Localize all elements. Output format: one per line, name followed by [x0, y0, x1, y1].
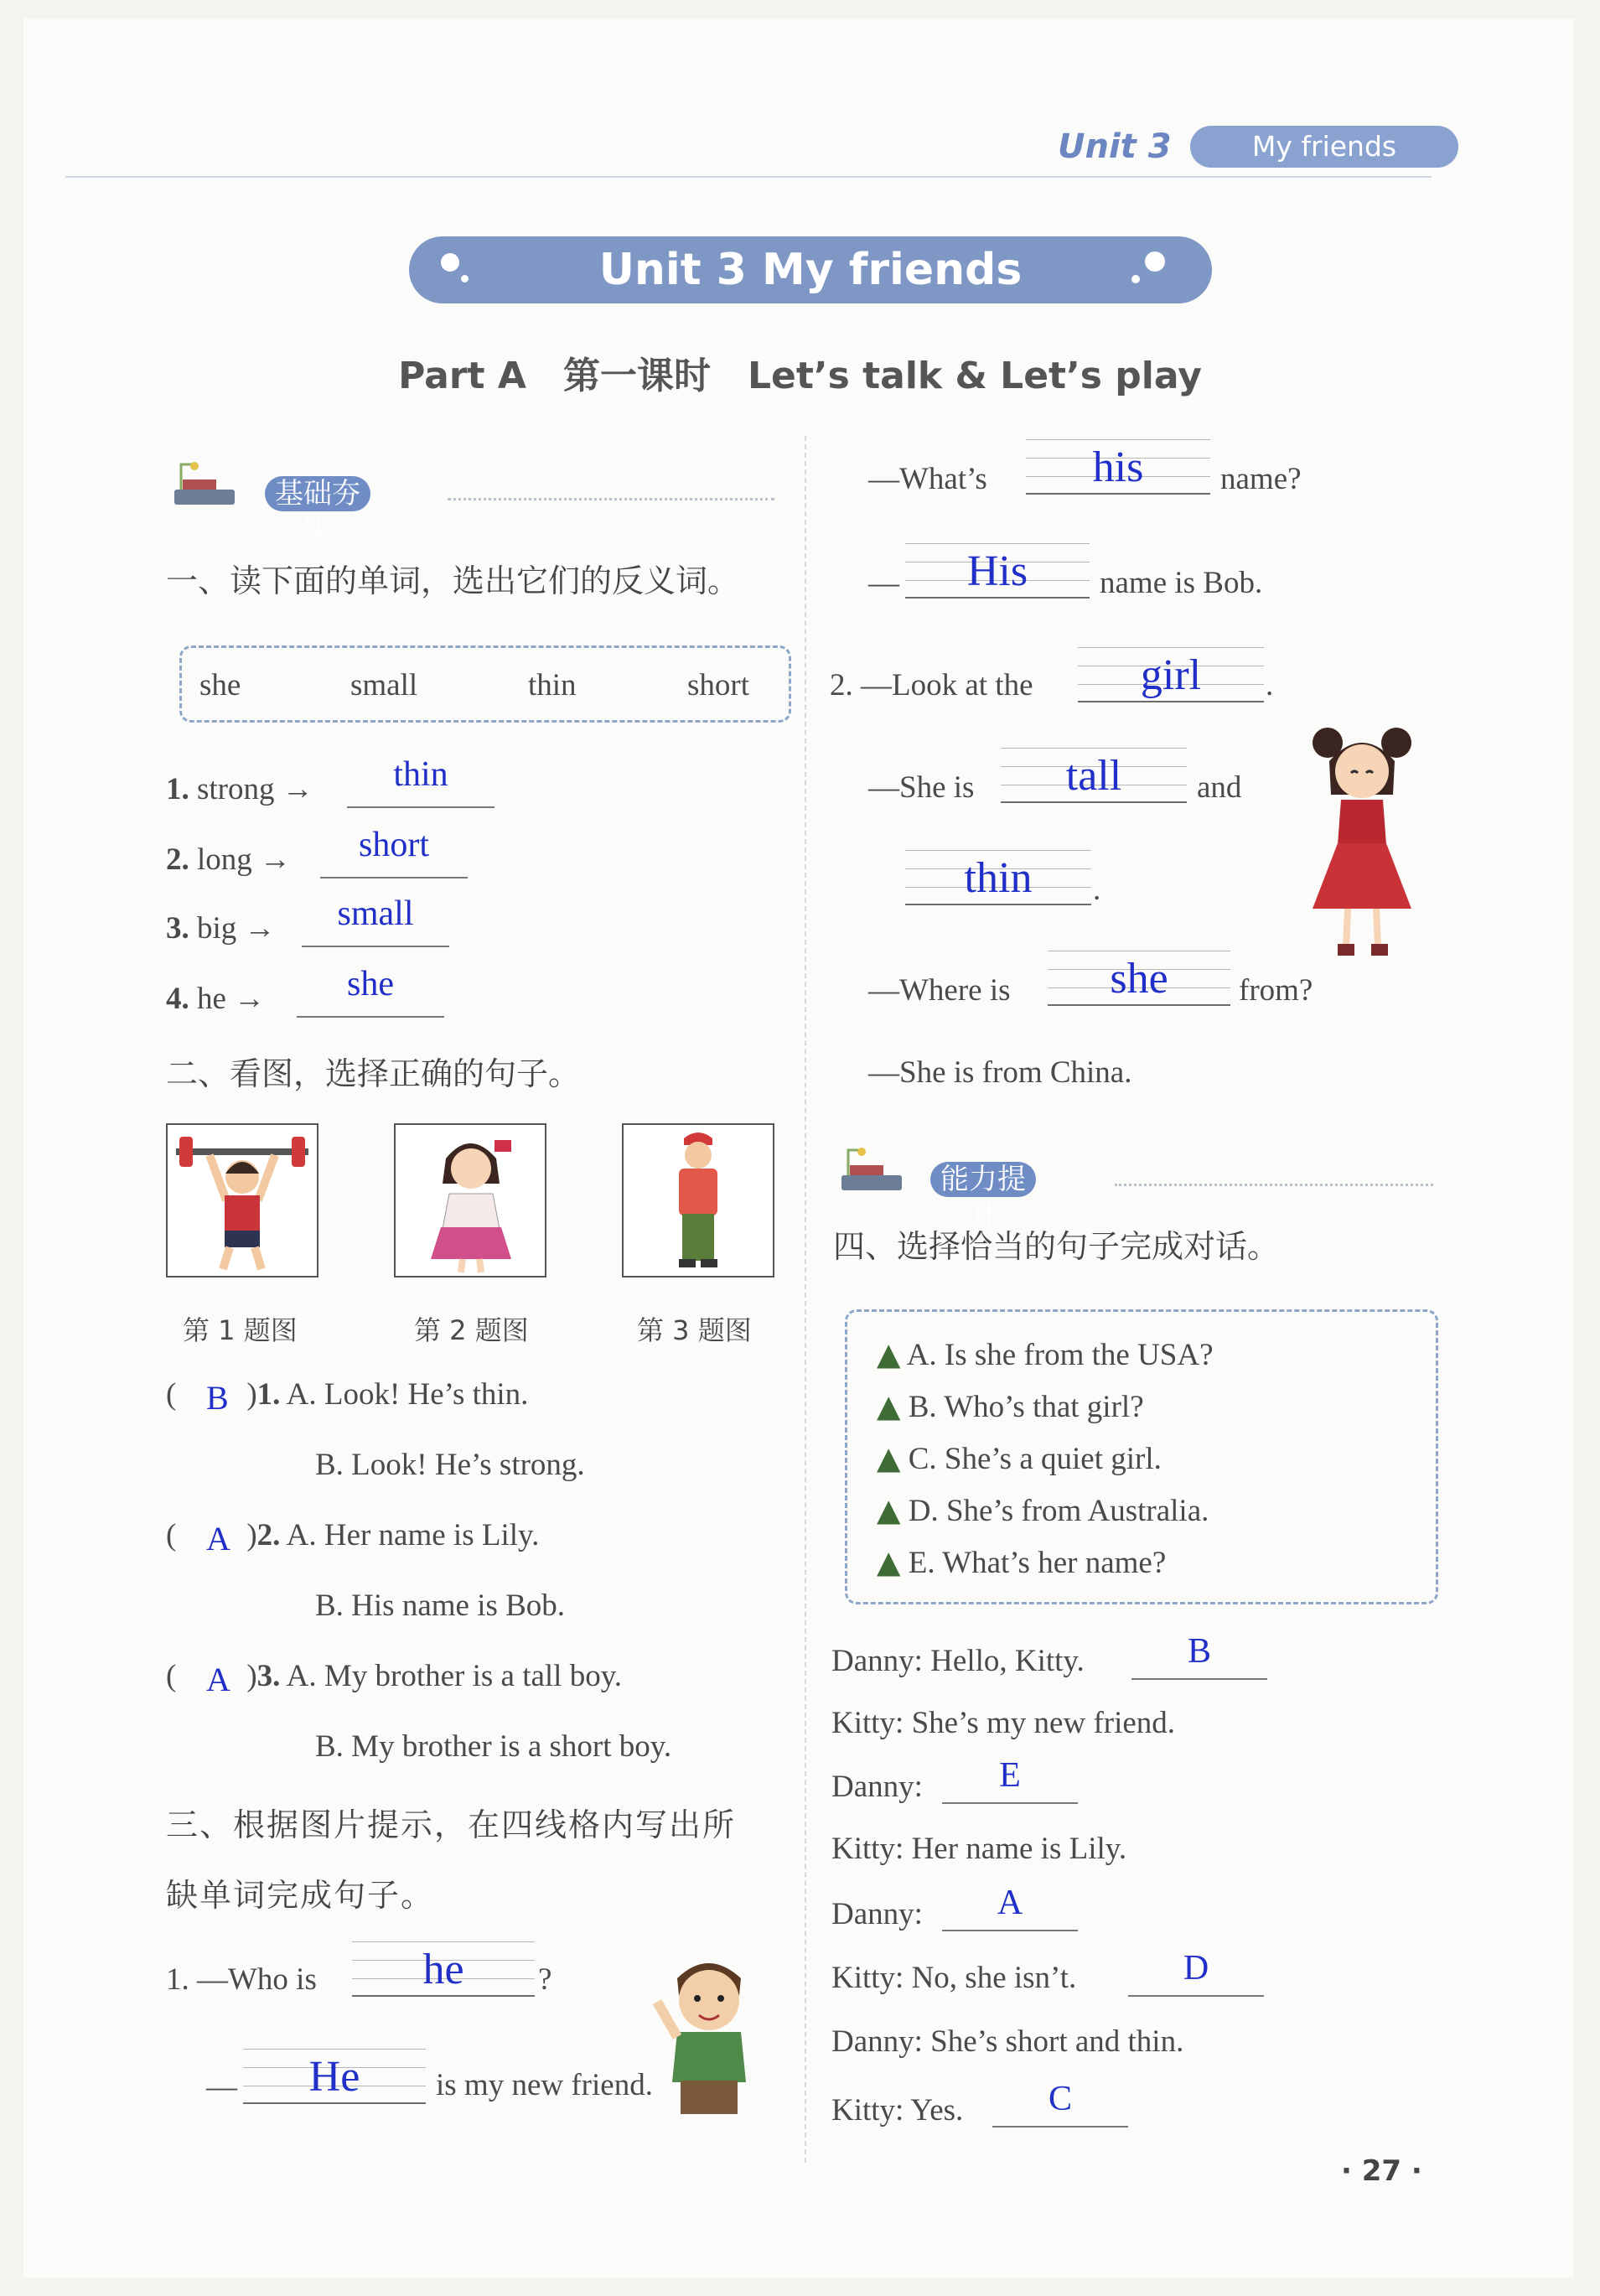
- q1-item-3: 3. big →: [166, 911, 276, 946]
- unit-label: Unit 3: [1058, 127, 1172, 166]
- tree-icon: ▲: [877, 1440, 901, 1476]
- q2-picture-1: [166, 1123, 318, 1278]
- q2-heading: 二、看图，选择正确的句子。: [166, 1055, 581, 1092]
- q1-blank-3[interactable]: [302, 946, 449, 947]
- q4-dialogue-6: Kitty: No, she isn’t.: [831, 1961, 1077, 1995]
- q3-d2-line2-pre: —She is: [868, 770, 975, 805]
- q4-blank-6[interactable]: [1128, 1995, 1264, 1997]
- header-rule: [65, 176, 1432, 178]
- q1-item-1: 1. strong →: [166, 772, 313, 806]
- q3-d2-line1-post: .: [1266, 668, 1274, 702]
- q4-option-a: ▲ A. Is she from the USA?: [877, 1336, 1214, 1372]
- q3-d1-line3-answer: his: [1092, 443, 1144, 491]
- q4-answer-8: C: [1048, 2080, 1072, 2118]
- q1-item-2: 2. long →: [166, 842, 292, 877]
- column-divider: [805, 436, 806, 2163]
- q4-answer-1: B: [1187, 1632, 1211, 1671]
- section-rule-ability: [1115, 1184, 1433, 1186]
- q4-blank-8[interactable]: [992, 2126, 1128, 2128]
- q3-d1-line1-answer: he: [422, 1946, 464, 1993]
- q3-d1-line1-pre: 1. —Who is: [166, 1962, 317, 1997]
- q2-answer-2: A: [206, 1520, 230, 1557]
- q3-d2-line1-pre: 2. —Look at the: [830, 668, 1033, 702]
- q3-d2-line3-answer: thin: [964, 854, 1033, 902]
- q2-caption-1: 第 1 题图: [183, 1314, 298, 1346]
- word-bank-small: small: [350, 668, 418, 702]
- q3-d2-line2-post: and: [1197, 770, 1242, 805]
- q4-blank-3[interactable]: [942, 1802, 1078, 1804]
- q2-answer-3: A: [206, 1661, 230, 1698]
- q3-d1-line3-post: name?: [1220, 462, 1302, 496]
- q4-answer-3: E: [999, 1756, 1021, 1795]
- q2-item-1-option-b: B. Look! He’s strong.: [315, 1448, 585, 1482]
- q3-d2-line2-answer: tall: [1065, 752, 1122, 800]
- word-bank-thin: thin: [528, 668, 577, 702]
- q3-d2-line5: —She is from China.: [868, 1055, 1132, 1090]
- q4-answer-5: A: [997, 1884, 1023, 1922]
- q3-heading-line1: 三、根据图片提示，在四线格内写出所: [166, 1806, 737, 1843]
- q3-d1-line4-answer: His: [966, 547, 1028, 595]
- q1-answer-2: short: [359, 826, 429, 864]
- q2-item-2: ( )2. A. Her name is Lily.: [166, 1518, 540, 1552]
- tree-icon: ▲: [877, 1492, 901, 1528]
- q2-item-3-option-b: B. My brother is a short boy.: [315, 1729, 672, 1764]
- q4-dialogue-1: Danny: Hello, Kitty.: [831, 1644, 1085, 1678]
- tree-icon: ▲: [877, 1388, 901, 1424]
- title-banner: [409, 236, 1212, 303]
- section-rule-basic: [448, 498, 774, 500]
- q3-d2-line4-post: from?: [1239, 973, 1313, 1008]
- q4-dialogue-2: Kitty: She’s my new friend.: [831, 1706, 1176, 1740]
- lamp-icon: [171, 461, 238, 508]
- q3-d1-line2-answer: He: [308, 2053, 360, 2101]
- q3-heading-line2: 缺单词完成句子。: [166, 1877, 435, 1914]
- q1-heading: 一、读下面的单词，选出它们的反义词。: [166, 562, 740, 599]
- q1-answer-4: she: [347, 965, 394, 1003]
- q1-answer-1: thin: [393, 755, 448, 794]
- banner-title: Unit 3 My friends: [598, 245, 1023, 295]
- q3-d2-line4-answer: she: [1110, 955, 1168, 1003]
- lesson-title: Part A 第一课时 Let’s talk & Let’s play: [398, 355, 1202, 397]
- q4-blank-5[interactable]: [942, 1930, 1078, 1931]
- q4-dialogue-7: Danny: She’s short and thin.: [831, 2024, 1184, 2059]
- q3-d1-line4-post: name is Bob.: [1100, 566, 1263, 600]
- q3-d1-line2-post: is my new friend.: [436, 2068, 653, 2102]
- q4-dialogue-5: Danny:: [831, 1897, 923, 1931]
- boy-illustration: [645, 1948, 771, 2124]
- q4-heading: 四、选择恰当的句子完成对话。: [833, 1228, 1280, 1265]
- q3-d2-line4-pre: —Where is: [868, 973, 1011, 1008]
- q3-d1-line3-pre: —What’s: [868, 462, 987, 496]
- lamp-icon-2: [838, 1147, 905, 1194]
- q1-blank-4[interactable]: [297, 1016, 444, 1018]
- q2-caption-2: 第 2 题图: [414, 1314, 529, 1346]
- q4-dialogue-8: Kitty: Yes.: [831, 2093, 964, 2128]
- q4-option-c: ▲ C. She’s a quiet girl.: [877, 1440, 1162, 1476]
- page-number: · 27 ·: [1341, 2154, 1422, 2188]
- q4-dialogue-3: Danny:: [831, 1770, 923, 1804]
- q4-option-d: ▲ D. She’s from Australia.: [877, 1492, 1209, 1528]
- q3-d1-line1-post: ?: [538, 1962, 552, 1997]
- word-bank-short: short: [687, 668, 749, 702]
- q4-option-e: ▲ E. What’s her name?: [877, 1544, 1167, 1580]
- q4-dialogue-4: Kitty: Her name is Lily.: [831, 1832, 1127, 1866]
- q2-caption-3: 第 3 题图: [637, 1314, 752, 1346]
- q2-item-3: ( )3. A. My brother is a tall boy.: [166, 1659, 623, 1693]
- tree-icon: ▲: [877, 1336, 901, 1372]
- q1-item-4: 4. he →: [166, 982, 266, 1016]
- q2-picture-2: [394, 1123, 546, 1278]
- q4-option-b: ▲ B. Who’s that girl?: [877, 1388, 1144, 1424]
- tree-icon: ▲: [877, 1544, 901, 1580]
- q1-blank-1[interactable]: [347, 806, 494, 808]
- q4-answer-6: D: [1183, 1949, 1209, 1988]
- section-label-ability: 能力提升: [930, 1162, 1036, 1197]
- q1-answer-3: small: [337, 894, 414, 933]
- q2-picture-3: [622, 1123, 774, 1278]
- q3-d1-line2-pre: —: [206, 2070, 237, 2104]
- q2-item-2-option-b: B. His name is Bob.: [315, 1589, 566, 1623]
- word-bank-she: she: [199, 668, 241, 702]
- q1-blank-2[interactable]: [320, 877, 468, 878]
- q2-answer-1: B: [206, 1379, 229, 1417]
- unit-title-tab: My friends: [1190, 126, 1458, 168]
- q3-d2-line1-answer: girl: [1140, 651, 1202, 699]
- q4-blank-1[interactable]: [1131, 1678, 1267, 1680]
- q3-d1-line4-pre: —: [868, 566, 899, 600]
- girl-illustration: [1299, 719, 1425, 971]
- q2-item-1: ( )1. A. Look! He’s thin.: [166, 1377, 529, 1412]
- q3-d2-line3-post: .: [1093, 873, 1101, 907]
- section-label-basic: 基础夯实: [265, 476, 370, 511]
